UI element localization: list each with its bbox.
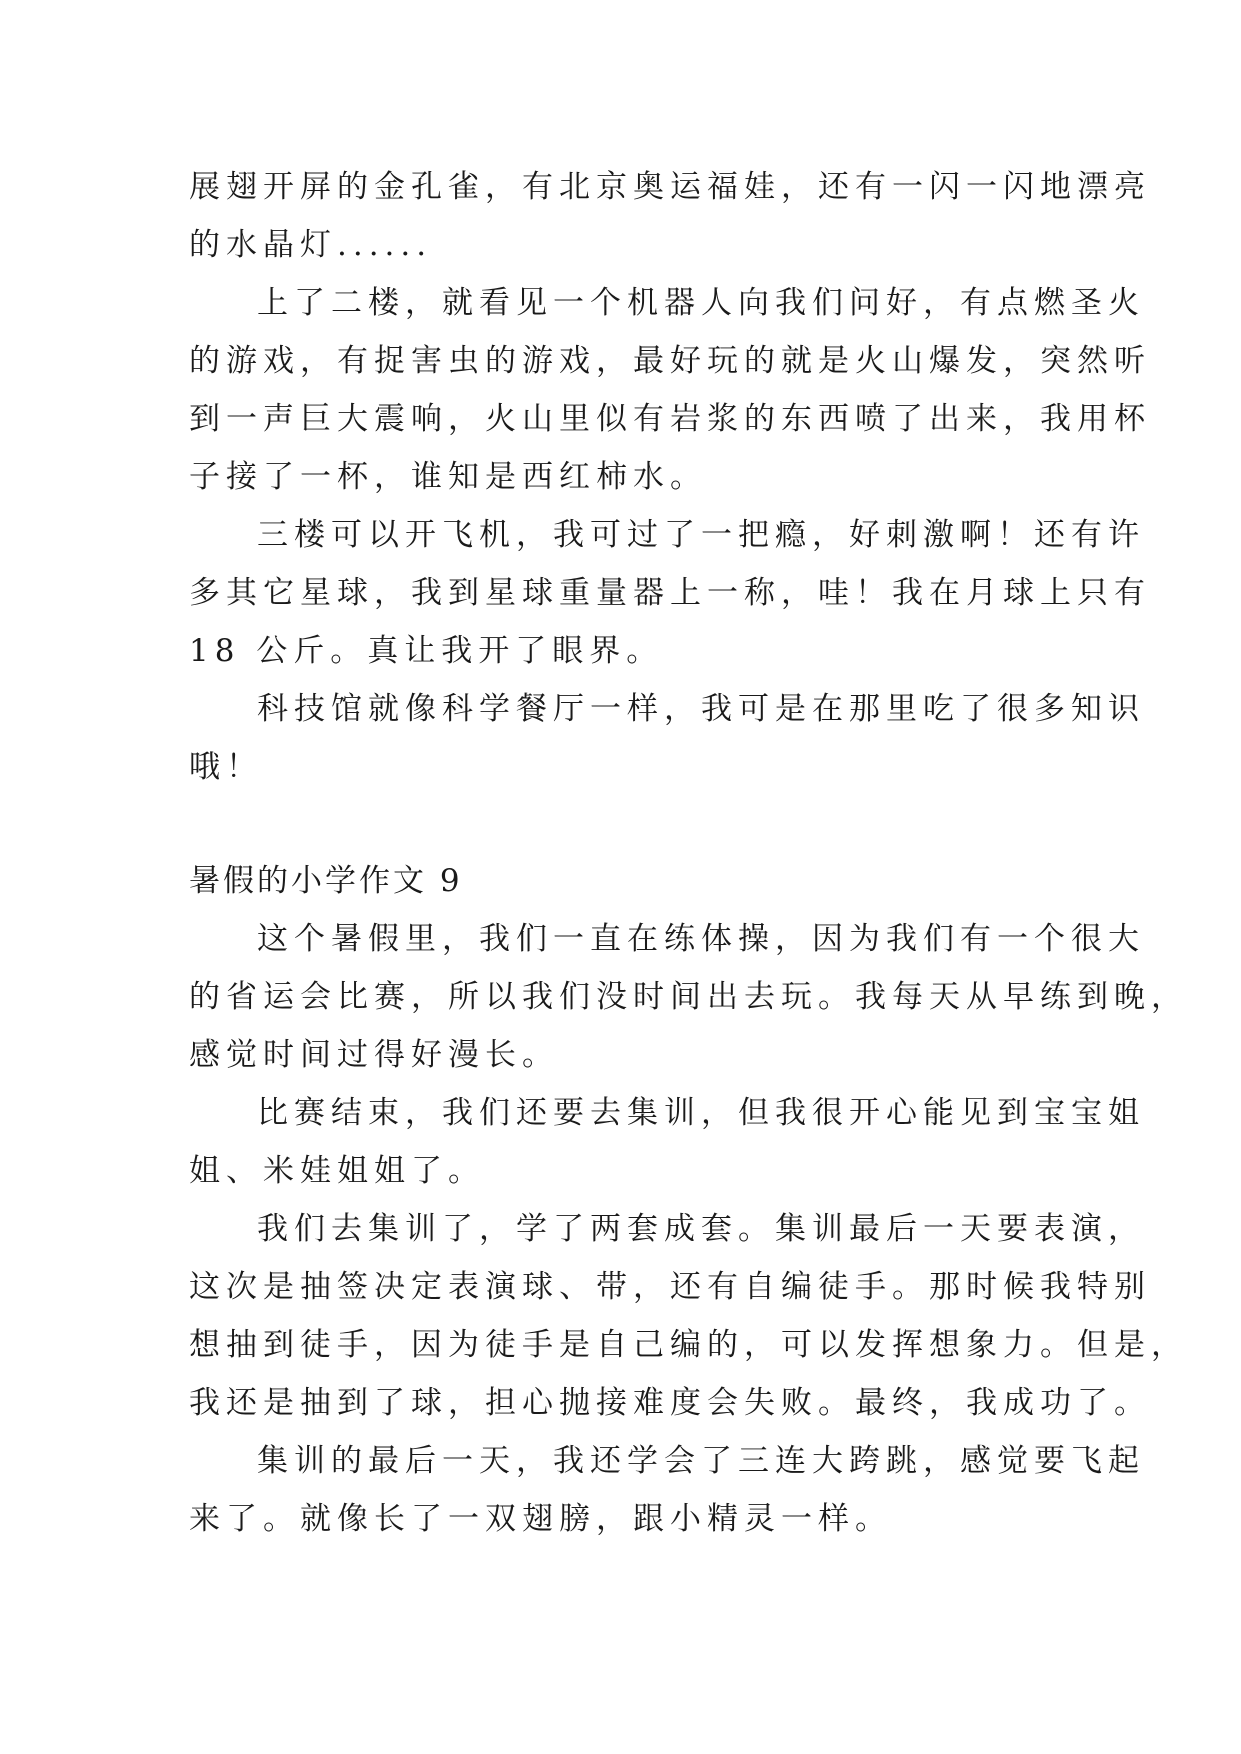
paragraph-line: 的游戏，有捉害虫的游戏，最好玩的就是火山爆发，突然听 <box>189 343 1151 379</box>
paragraph-line: 科技馆就像科学餐厅一样，我可是在那里吃了很多知识 <box>257 691 1145 727</box>
paragraph-line: 姐、米娃姐姐了。 <box>189 1153 485 1189</box>
paragraph-line: 的省运会比赛，所以我们没时间出去玩。我每天从早练到晚， <box>189 979 1188 1015</box>
paragraph-line: 比赛结束，我们还要去集训，但我很开心能见到宝宝姐 <box>257 1095 1145 1131</box>
paragraph-line: 来了。就像长了一双翅膀，跟小精灵一样。 <box>189 1501 892 1537</box>
paragraph-line: 上了二楼，就看见一个机器人向我们问好，有点燃圣火 <box>257 285 1145 321</box>
paragraph-line: 集训的最后一天，我还学会了三连大跨跳，感觉要飞起 <box>257 1443 1145 1479</box>
section-title: 暑假的小学作文 9 <box>189 863 463 899</box>
paragraph-line: 我们去集训了，学了两套成套。集训最后一天要表演， <box>257 1211 1145 1247</box>
paragraph-line: 的水晶灯...... <box>189 227 433 263</box>
paragraph-line: 我还是抽到了球，担心抛接难度会失败。最终，我成功了。 <box>189 1385 1151 1421</box>
paragraph-line: 到一声巨大震响，火山里似有岩浆的东西喷了出来，我用杯 <box>189 401 1151 437</box>
paragraph-line: 哦！ <box>189 749 263 785</box>
paragraph-line: 这次是抽签决定表演球、带，还有自编徒手。那时候我特别 <box>189 1269 1151 1305</box>
paragraph-line: 三楼可以开飞机，我可过了一把瘾，好刺激啊！还有许 <box>257 517 1145 553</box>
paragraph-line: 感觉时间过得好漫长。 <box>189 1037 559 1073</box>
paragraph-line: 展翅开屏的金孔雀，有北京奥运福娃，还有一闪一闪地漂亮 <box>189 169 1151 205</box>
paragraph-line: 多其它星球，我到星球重量器上一称，哇！我在月球上只有 <box>189 575 1151 611</box>
paragraph-line: 18 公斤。真让我开了眼界。 <box>189 633 664 669</box>
paragraph-line: 子接了一杯，谁知是西红柿水。 <box>189 459 707 495</box>
paragraph-line: 想抽到徒手，因为徒手是自己编的，可以发挥想象力。但是， <box>189 1327 1188 1363</box>
paragraph-line: 这个暑假里，我们一直在练体操，因为我们有一个很大 <box>257 921 1145 957</box>
